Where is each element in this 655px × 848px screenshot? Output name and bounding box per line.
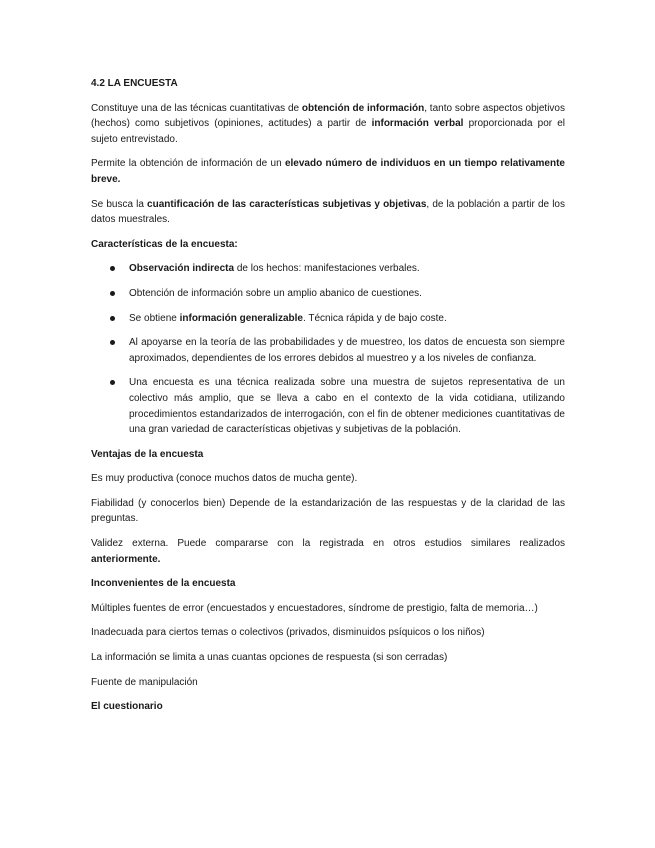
bullet-icon — [110, 340, 115, 345]
intro-paragraph-3: Se busca la cuantificación de las características subjetivas y objetivas, de la población a partir de los datos muestrales. — [91, 198, 565, 226]
inconvenientes-heading: Inconvenientes de la encuesta — [91, 578, 236, 590]
ventajas-paragraph-2: Fiabilidad (y conocerlos bien) Depende de la estandarización de las respuestas y de la claridad de las preguntas. — [91, 497, 565, 525]
bullet-icon — [110, 316, 115, 321]
emphasis-obtencion: obtención de información — [301, 102, 425, 114]
inconvenientes-paragraph-4: Fuente de manipulación — [91, 676, 198, 688]
caracteristicas-heading: Características de la encuesta: — [91, 238, 238, 250]
list-item: Se obtiene información generalizable. Técnica rápida y de bajo coste. — [91, 311, 565, 327]
cuestionario-heading: El cuestionario — [91, 701, 163, 713]
inconvenientes-paragraph-1: Múltiples fuentes de error (encuestados y encuestadores, síndrome de prestigio, falta de memoria…) — [91, 602, 538, 614]
list-item: Obtención de información sobre un amplio abanico de cuestiones. — [91, 286, 565, 302]
section-title: 4.2 LA ENCUESTA — [91, 78, 178, 89]
intro-paragraph-1: Constituye una de las técnicas cuantitativas de obtención de información, tanto sobre aspectos objetivos (hechos) como subjetivos (opiniones, actitudes) a partir de información verbal proporcionada por el sujeto entrevistado. — [91, 102, 565, 145]
ventajas-heading: Ventajas de la encuesta — [91, 448, 204, 460]
list-item: Una encuesta es una técnica realizada sobre una muestra de sujetos representativa de un colectivo más amplio, que se lleva a cabo en el contexto de la vida cotidiana, utilizando procedimientos estandarizados de interrogación, con el fin de obtener mediciones cuantitativas de una gran variedad de características objetivas y subjetivas de la población. — [91, 375, 565, 437]
inconvenientes-paragraph-3: La información se limita a unas cuantas opciones de respuesta (si son cerradas) — [91, 652, 448, 664]
ventajas-paragraph-1: Es muy productiva (conoce muchos datos de mucha gente). — [91, 473, 358, 485]
inconvenientes-paragraph-2: Inadecuada para ciertos temas o colectivos (privados, disminuidos psíquicos o los niños) — [91, 627, 485, 639]
bullet-icon — [110, 266, 115, 271]
intro-paragraph-2: Permite la obtención de información de un elevado número de individuos en un tiempo relativamente breve. — [91, 158, 565, 185]
ventajas-paragraph-3: Validez externa. Puede compararse con la registrada en otros estudios similares realizados anteriormente. — [91, 538, 565, 565]
list-item: Al apoyarse en la teoría de las probabilidades y de muestreo, los datos de encuesta son siempre aproximados, dependientes de los errores debidos al muestreo y a los niveles de confianza. — [91, 335, 565, 366]
list-item: Observación indirecta de los hechos: manifestaciones verbales. — [91, 261, 565, 277]
emphasis-informacion-verbal: información verbal — [371, 118, 464, 130]
emphasis-cuantificacion: cuantificación de las características subjetivas y objetivas — [147, 198, 427, 210]
caracteristicas-list — [91, 261, 565, 437]
bullet-icon — [110, 291, 115, 296]
emphasis-elevado-numero: elevado número de individuos en un tiempo relativamente breve. — [91, 158, 565, 185]
bullet-icon — [110, 380, 115, 385]
